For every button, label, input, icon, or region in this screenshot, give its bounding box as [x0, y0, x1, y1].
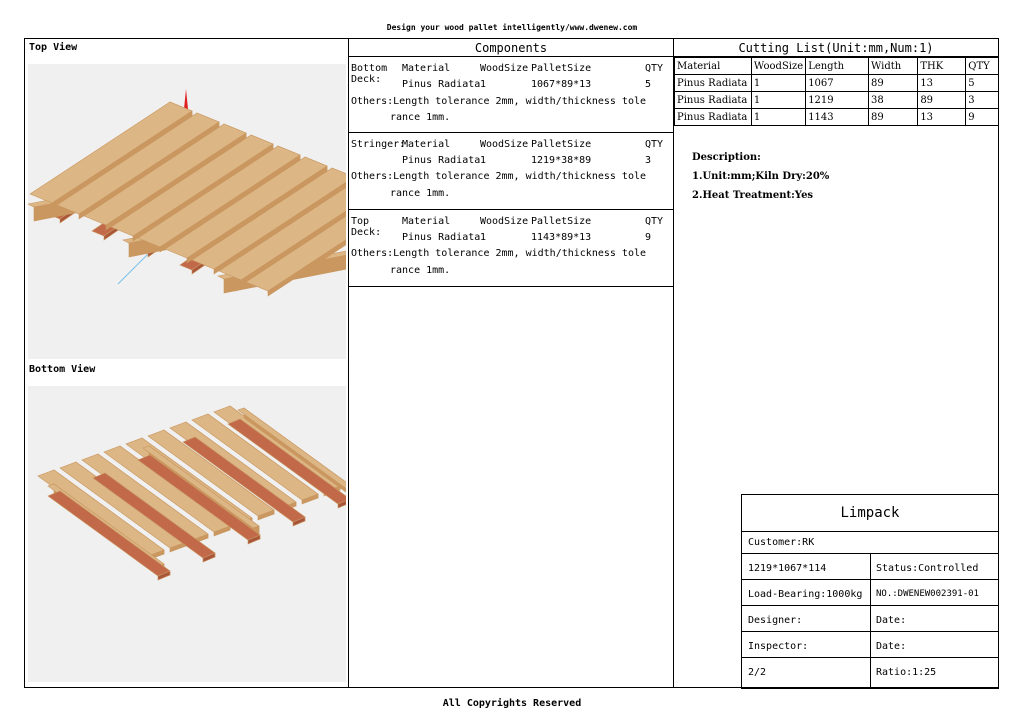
component-woodsize: 1 [480, 155, 487, 166]
table-cell: 3 [966, 92, 999, 109]
page-number: 2/2 [748, 667, 767, 678]
component-material: Pinus Radiata [402, 79, 481, 90]
bottom-view-image [28, 386, 346, 682]
header-qty: QTY [645, 139, 664, 150]
table-row [675, 92, 999, 109]
component-top-deck [349, 210, 673, 287]
header-palletsize: PalletSize [531, 216, 592, 227]
pallet-dimensions: 1219*1067*114 [748, 563, 827, 574]
components-title: Components [349, 39, 673, 57]
component-woodsize: 1 [480, 79, 487, 90]
column-header: Width [869, 58, 918, 75]
table-cell: Pinus Radiata [675, 75, 752, 92]
component-name: Deck: [351, 227, 382, 238]
component-others: Others:Length tolerance 2mm, width/thickness tole [351, 248, 647, 259]
description-title: Description: [692, 152, 761, 163]
component-woodsize: 1 [480, 232, 487, 243]
cutting-list-title: Cutting List(Unit:mm,Num:1) [674, 39, 998, 57]
component-stringer [349, 133, 673, 210]
header-palletsize: PalletSize [531, 139, 592, 150]
header-woodsize: WoodSize [480, 139, 529, 150]
table-cell: 1067 [806, 75, 869, 92]
description-line: 1.Unit:mm;Kiln Dry:20% [692, 171, 830, 182]
description-line: 2.Heat Treatment:Yes [692, 190, 814, 201]
status: Status:Controlled [876, 563, 979, 574]
header-material: Material [402, 216, 451, 227]
drawing-number: NO.:DWENEW002391-01 [876, 589, 979, 599]
table-row [675, 109, 999, 126]
component-qty: 5 [645, 79, 652, 90]
component-others: Others:Length tolerance 2mm, width/thickness tole [351, 171, 647, 182]
table-cell: Pinus Radiata [675, 92, 752, 109]
table-cell: 1 [751, 92, 805, 109]
header-material: Material [402, 63, 451, 74]
component-others: rance 1mm. [390, 188, 451, 199]
component-name: Top [351, 216, 370, 227]
top-view-image [28, 64, 346, 359]
component-bottom-deck [349, 57, 673, 133]
column-header: WoodSize [751, 58, 805, 75]
top-view-label: Top View [29, 42, 78, 53]
column-header: THK [918, 58, 966, 75]
table-cell: 5 [966, 75, 999, 92]
table-cell: 1219 [806, 92, 869, 109]
inspector: Inspector: [748, 641, 809, 652]
table-cell: 9 [966, 109, 999, 126]
component-others: rance 1mm. [390, 112, 451, 123]
component-palletsize: 1067*89*13 [531, 79, 592, 90]
top-view-pallet [28, 102, 346, 296]
component-name: Bottom [351, 63, 388, 74]
header-material: Material [402, 139, 451, 150]
component-others: Others:Length tolerance 2mm, width/thickness tole [351, 96, 647, 107]
component-palletsize: 1219*38*89 [531, 155, 592, 166]
table-cell: Pinus Radiata [675, 109, 752, 126]
table-cell: 13 [918, 75, 966, 92]
table-cell: 38 [869, 92, 918, 109]
table-cell: 1 [751, 75, 805, 92]
component-name: Deck: [351, 74, 382, 85]
table-header-row [675, 58, 999, 75]
inspector-date: Date: [876, 641, 907, 652]
header-tagline: Design your wood pallet intelligently/www.dwenew.com [386, 23, 638, 32]
component-material: Pinus Radiata [402, 155, 481, 166]
header-qty: QTY [645, 216, 664, 227]
column-header: Length [806, 58, 869, 75]
component-qty: 9 [645, 232, 652, 243]
divider [870, 553, 871, 689]
bottom-view-label: Bottom View [29, 364, 96, 375]
company-name: Limpack [742, 495, 998, 532]
customer: Customer:RK [748, 537, 815, 548]
table-cell: 1 [751, 109, 805, 126]
header-woodsize: WoodSize [480, 216, 529, 227]
table-cell: 89 [869, 109, 918, 126]
table-cell: 1143 [806, 109, 869, 126]
copyright-footer: All Copyrights Reserved [442, 698, 582, 709]
header-qty: QTY [645, 63, 664, 74]
load-bearing: Load-Bearing:1000kg [748, 589, 863, 600]
ratio: Ratio:1:25 [876, 667, 937, 678]
column-divider [673, 38, 674, 688]
cutting-list-table [674, 57, 999, 126]
table-cell: 89 [869, 75, 918, 92]
designer-date: Date: [876, 615, 907, 626]
column-header: Material [675, 58, 752, 75]
header-palletsize: PalletSize [531, 63, 592, 74]
table-cell: 89 [918, 92, 966, 109]
component-palletsize: 1143*89*13 [531, 232, 592, 243]
header-woodsize: WoodSize [480, 63, 529, 74]
table-cell: 13 [918, 109, 966, 126]
column-header: QTY [966, 58, 999, 75]
table-row [675, 75, 999, 92]
component-others: rance 1mm. [390, 265, 451, 276]
component-name: Stringer: [351, 139, 406, 150]
bottom-view-pallet [38, 406, 346, 580]
designer: Designer: [748, 615, 803, 626]
component-qty: 3 [645, 155, 652, 166]
component-material: Pinus Radiata [402, 232, 481, 243]
title-block [741, 494, 999, 689]
